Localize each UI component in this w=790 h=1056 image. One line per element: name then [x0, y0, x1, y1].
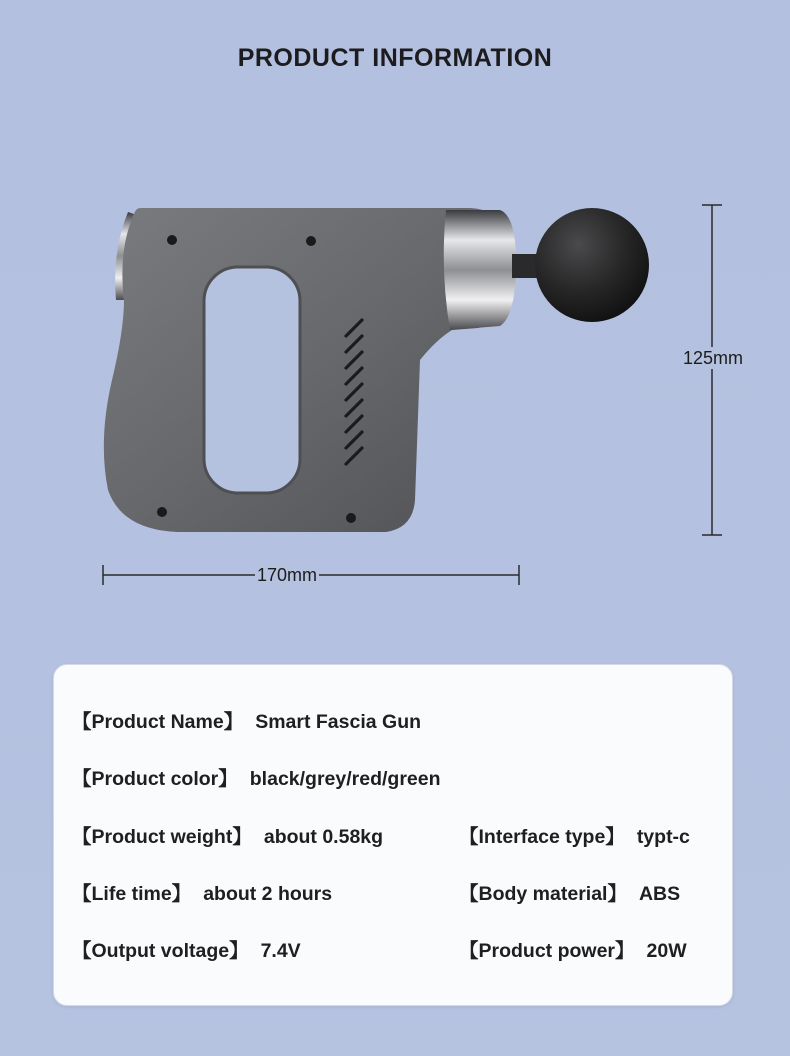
handle-opening	[204, 267, 300, 493]
spec-label: 【Output voltage】	[72, 940, 249, 962]
spec-product-name	[72, 710, 421, 734]
front-chrome	[444, 210, 516, 330]
spec-product-color	[72, 767, 441, 791]
spec-value: 7.4V	[260, 940, 301, 962]
spec-output-voltage	[72, 939, 301, 963]
spec-value: 20W	[646, 940, 687, 962]
spec-value: black/grey/red/green	[249, 768, 441, 790]
spec-body-material	[459, 882, 680, 906]
screw	[346, 513, 356, 523]
spec-label: 【Product weight】	[72, 826, 252, 848]
spec-product-weight	[72, 825, 383, 849]
screw	[157, 507, 167, 517]
spec-value: ABS	[638, 883, 681, 905]
spec-label: 【Product power】	[459, 940, 635, 962]
height-dimension-line	[702, 205, 722, 535]
spec-life-time	[72, 882, 332, 906]
ball-head	[535, 208, 649, 322]
page-title: PRODUCT INFORMATION	[237, 44, 553, 72]
spec-value: Smart Fascia Gun	[255, 711, 422, 733]
spec-value: typt-c	[636, 826, 690, 848]
spec-value: about 2 hours	[203, 883, 333, 905]
spec-interface-type	[459, 825, 690, 849]
spec-label: 【Body material】	[459, 883, 627, 905]
spec-label: 【Product Name】	[72, 711, 244, 733]
spec-label: 【Product color】	[72, 768, 238, 790]
width-dimension-label: 170mm	[257, 565, 318, 585]
spec-value: about 0.58kg	[263, 826, 384, 848]
height-dimension-label: 125mm	[683, 348, 744, 368]
screw	[306, 236, 316, 246]
spec-label: 【Life time】	[72, 883, 192, 905]
spec-product-power	[459, 939, 687, 963]
spec-label: 【Interface type】	[459, 826, 625, 848]
screw	[167, 235, 177, 245]
